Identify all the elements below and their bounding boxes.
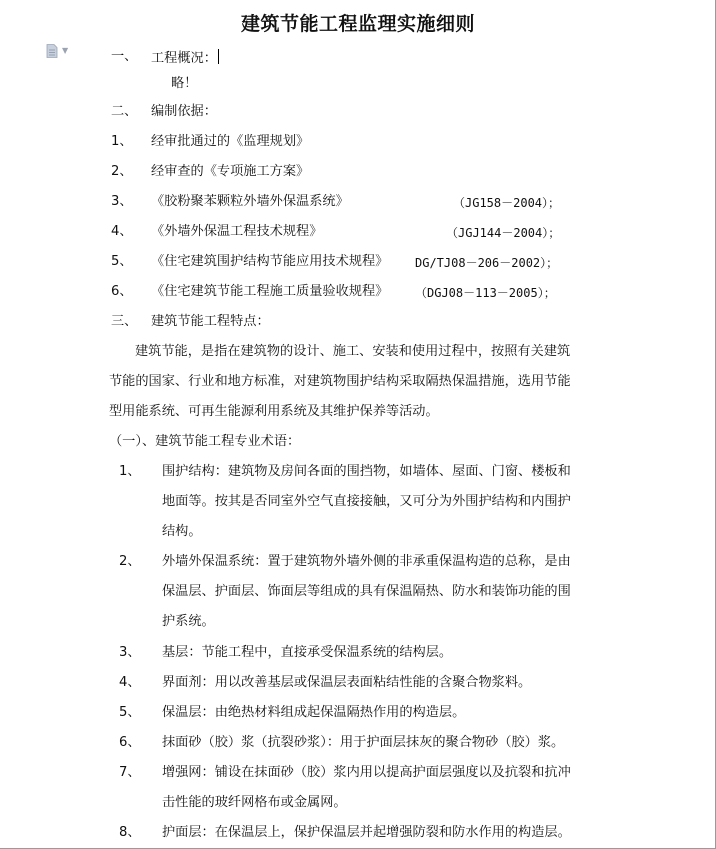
term-line: 围护结构：建筑物及房间各面的围挡物，如墙体、屋面、门窗、楼板和 (162, 464, 571, 479)
term-number: 3、 (119, 645, 141, 660)
section-heading: 建筑节能工程特点： (151, 314, 270, 329)
section-number: 一、 (111, 49, 138, 64)
term-line: 增强网：铺设在抹面砂（胶）浆内用以提高护面层强度以及抗裂和抗冲 (162, 765, 571, 780)
document-icon[interactable] (46, 44, 58, 58)
term-line: 保温层、护面层、饰面层等组成的具有保温隔热、防水和装饰功能的围 (162, 584, 571, 599)
term-line: 界面剂：用以改善基层或保温层表面粘结性能的含聚合物浆料。 (162, 675, 532, 690)
list-item: 经审查的《专项施工方案》 (151, 164, 310, 179)
term-number: 1、 (119, 464, 141, 479)
paragraph-line: 节能的国家、行业和地方标准，对建筑物围护结构采取隔热保温措施，选用节能 (109, 374, 571, 389)
section-heading[interactable]: 工程概况： (151, 51, 217, 66)
section-heading: 编制依据： (151, 104, 217, 119)
list-item: 《住宅建筑节能工程施工质量验收规程》 (151, 284, 389, 299)
term-line: 保温层：由绝热材料组成起保温隔热作用的构造层。 (162, 705, 466, 720)
term-line: 护面层：在保温层上，保护保温层并起增强防裂和防水作用的构造层。 (162, 825, 571, 840)
section-number: 三、 (111, 314, 138, 329)
subsection-heading: （一）、建筑节能工程专业术语： (109, 434, 301, 449)
document-title: 建筑节能工程监理实施细则 (240, 13, 475, 35)
list-item-number: 5、 (111, 254, 133, 269)
section-number: 二、 (111, 104, 138, 119)
list-item-number: 2、 (111, 164, 133, 179)
term-number: 2、 (119, 554, 141, 569)
list-item-number: 4、 (111, 224, 133, 239)
overview-content: 略！ (171, 76, 198, 91)
list-item: 经审批通过的《监理规划》 (151, 134, 310, 149)
standard-code: （JGJ144－2004）； (446, 226, 561, 240)
list-item: 《胶粉聚苯颗粒外墙外保温系统》 (151, 194, 349, 209)
standard-code: （JG158－2004）； (453, 196, 561, 210)
term-number: 5、 (119, 705, 141, 720)
term-line: 抹面砂（胶）浆（抗裂砂浆）：用于护面层抹灰的聚合物砂（胶）浆。 (162, 735, 565, 750)
term-line: 地面等。按其是否同室外空气直接接触，又可分为外围护结构和内围护 (162, 494, 571, 509)
list-item-number: 6、 (111, 284, 133, 299)
term-number: 6、 (119, 735, 141, 750)
paragraph-line: 建筑节能，是指在建筑物的设计、施工、安装和使用过程中，按照有关建筑 (135, 344, 571, 359)
term-line: 基层：节能工程中，直接承受保温系统的结构层。 (162, 645, 453, 660)
term-number: 4、 (119, 675, 141, 690)
list-item: 《住宅建筑围护结构节能应用技术规程》 (151, 254, 389, 269)
term-number: 8、 (119, 825, 141, 840)
standard-code: （DGJ08－113－2005）； (415, 286, 556, 300)
term-number: 7、 (119, 765, 141, 780)
list-item-number: 3、 (111, 194, 133, 209)
term-line: 护系统。 (162, 614, 215, 629)
list-item: 《外墙外保温工程技术规程》 (151, 224, 323, 239)
term-line: 结构。 (162, 524, 202, 539)
standard-code: DG/TJ08－206－2002）； (415, 256, 559, 270)
term-line: 击性能的玻纤网格布或金属网。 (162, 795, 347, 810)
text-cursor (218, 49, 219, 64)
chevron-down-icon[interactable]: ▼ (62, 46, 69, 55)
paragraph-line: 型用能系统、可再生能源利用系统及其维护保养等活动。 (109, 404, 439, 419)
list-item-number: 1、 (111, 134, 133, 149)
term-line: 外墙外保温系统：置于建筑物外墙外侧的非承重保温构造的总称，是由 (162, 554, 571, 569)
